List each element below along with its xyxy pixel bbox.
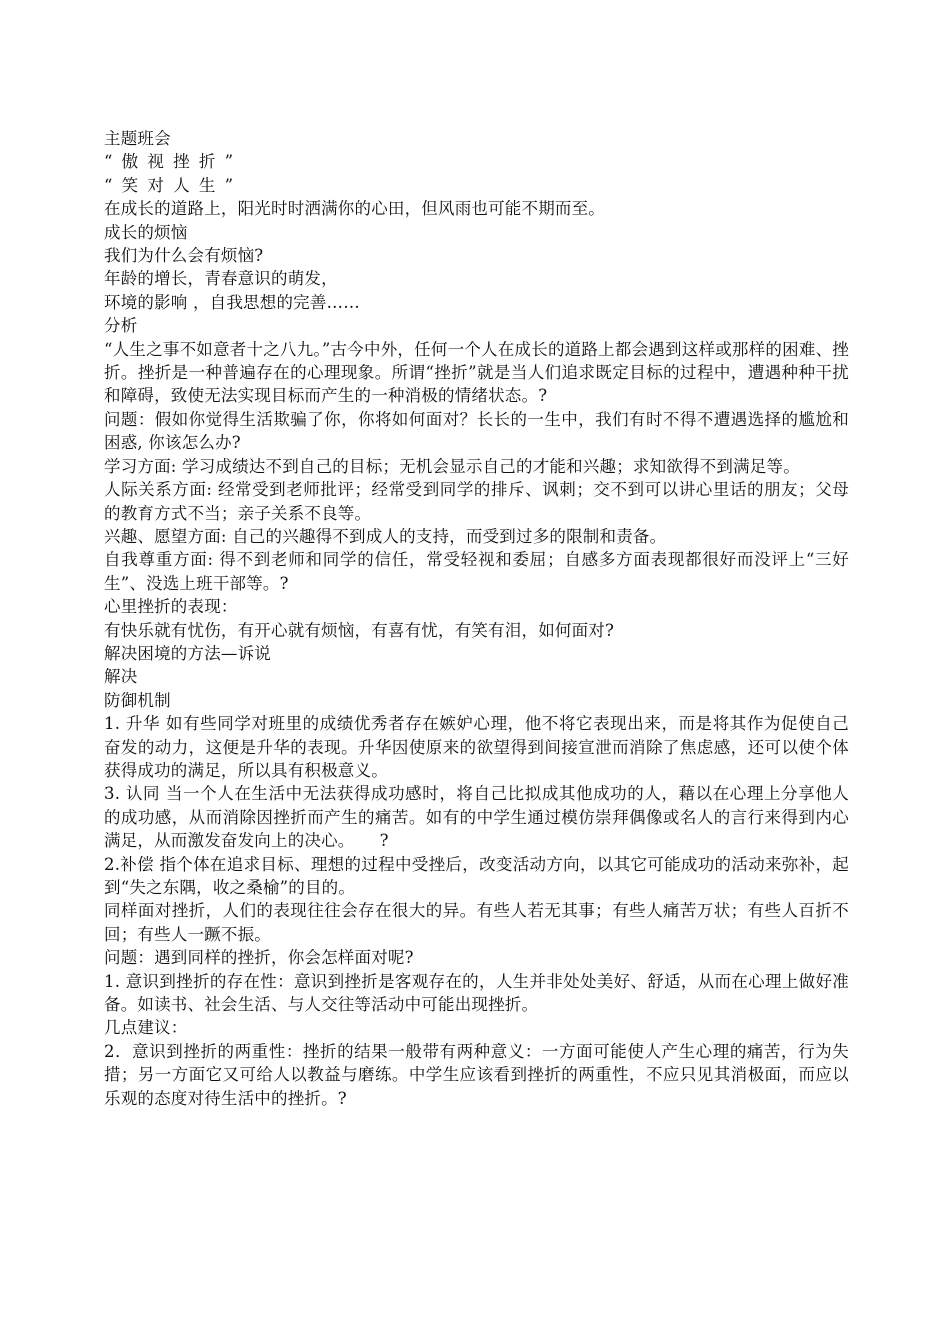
paragraph: 人际关系方面: 经常受到老师批评；经常受到同学的排斥、讽刺；交不到可以讲心里话的朋友；父母的教育方式不当；亲子关系不良等。 [104,480,849,523]
paragraph: 自我尊重方面: 得不到老师和同学的信任，常受轻视和委屈；自感多方面表现都很好而没评上“三好生”、没选上班干部等。? [104,550,849,593]
section-heading: 心里挫折的表现： [104,597,238,617]
paragraph: 环境的影响 ，自我思想的完善…… [104,292,360,312]
paragraph: 问题：假如你觉得生活欺骗了你，你将如何面对？长长的一生中，我们有时不得不遭遇选择的尴尬和困惑, 你该怎么办? [104,409,849,453]
section-heading: 解决 [104,667,138,687]
section-heading: 成长的烦恼 [104,222,188,242]
paragraph: 1. 升华 如有些同学对班里的成绩优秀者存在嫉妒心理，他不将它表现出来，而是将其作为促使自己奋发的动力，这便是升华的表现。升华因使原来的欲望得到间接宣泄而消除了焦虑感，还可以使个体获得成功的满足，所以具有积极意义。 [104,714,849,780]
paragraph: 在成长的道路上，阳光时时洒满你的心田，但风雨也可能不期而至。 [104,199,605,219]
section-heading: 防御机制 [104,690,171,710]
paragraph: 学习方面: 学习成绩达不到自己的目标；无机会显示自己的才能和兴趣；求知欲得不到满足等。 [104,456,800,476]
paragraph: 1. 意识到挫折的存在性：意识到挫折是客观存在的，人生并非处处美好、舒适，从而在心理上做好准备。如读书、社会生活、与人交往等活动中可能出现挫折。 [104,971,849,1015]
section-heading: 解决困境的方法—诉说 [104,643,271,663]
paragraph: 年龄的增长，青春意识的萌发， [104,269,338,289]
section-heading: 分析 [104,316,138,336]
section-heading: 几点建议： [104,1018,188,1038]
paragraph: 我们为什么会有烦恼? [104,246,264,266]
paragraph: 问题：遇到同样的挫折，你会怎样面对呢? [104,948,414,968]
slogan-line: “ 傲 视 挫 折 ” [104,152,236,172]
slogan-line: “ 笑 对 人 生 ” [104,175,236,195]
document-body [104,127,849,1110]
paragraph: 2.补偿 指个体在追求目标、理想的过程中受挫后，改变活动方向，以其它可能成功的活动来弥补，起到“失之东隅，收之桑榆”的目的。 [104,854,849,897]
paragraph: “人生之事不如意者十之八九。”古今中外，任何一个人在成长的道路上都会遇到这样或那样的困难、挫折。挫折是一种普遍存在的心理现象。所谓“挫折”就是当人们追求既定目标的过程中，遭遇种种干扰和障碍，致使无法实现目标而产生的一种消极的情绪状态。? [104,339,849,406]
document-title: 主题班会 [104,129,171,148]
paragraph: 同样面对挫折，人们的表现往往会存在很大的异。有些人若无其事；有些人痛苦万状；有些人百折不回；有些人一蹶不振。 [104,901,849,944]
paragraph: 兴趣、愿望方面: 自己的兴趣得不到成人的支持，而受到过多的限制和责备。 [104,526,667,546]
paragraph: 有快乐就有忧伤，有开心就有烦恼，有喜有忧，有笑有泪，如何面对? [104,620,615,640]
paragraph: 3. 认同 当一个人在生活中无法获得成功感时，将自己比拟成其他成功的人，藉以在心理上分享他人的成功感，从而消除因挫折而产生的痛苦。如有的中学生通过模仿崇拜偶像或名人的言行来得到内心满足，从而激发奋发向上的决心。 ? [104,784,849,851]
paragraph: 2．意识到挫折的两重性：挫折的结果一般带有两种意义：一方面可能使人产生心理的痛苦，行为失措；另一方面它又可给人以教益与磨练。中学生应该看到挫折的两重性，不应只见其消极面，而应以乐观的态度对待生活中的挫折。? [104,1041,849,1108]
